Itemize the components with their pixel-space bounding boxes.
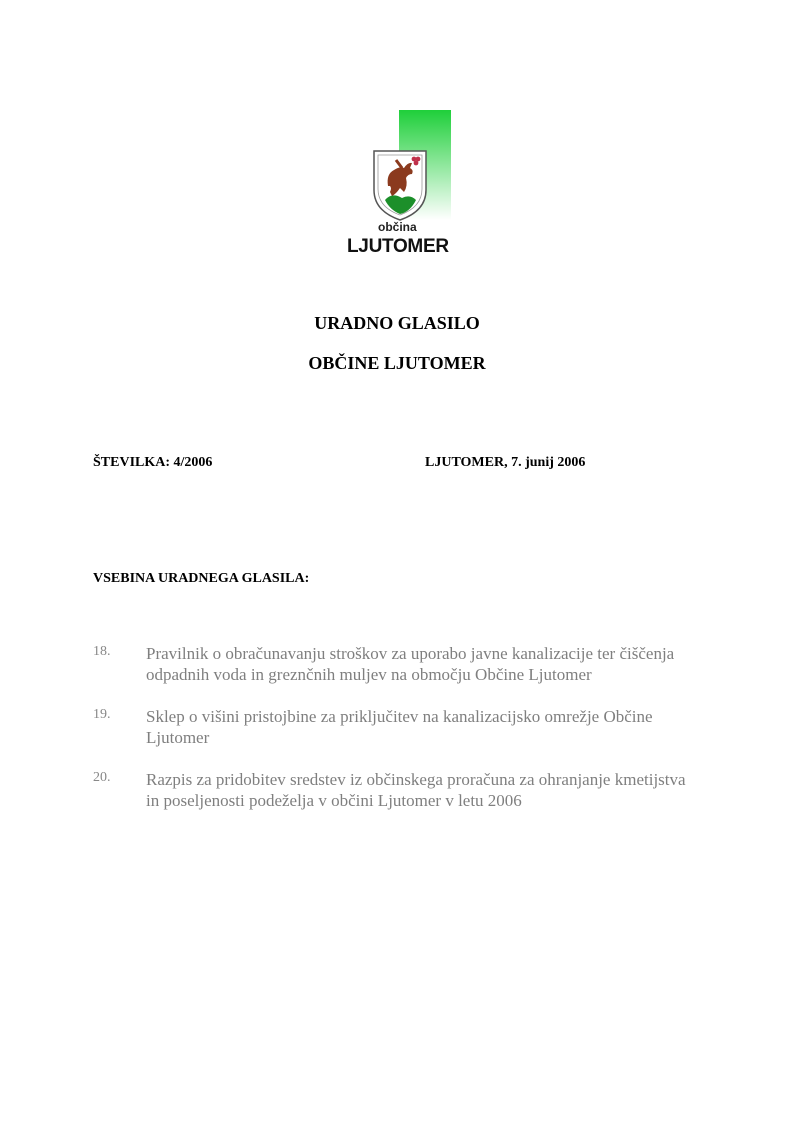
toc-item-title: Razpis za pridobitev sredstev iz občinskega proračuna za ohranjanje kmetijstva in poseljenosti podeželja v občini Ljutomer v letu 2006: [146, 770, 686, 810]
toc-item-number: 20.: [93, 770, 111, 785]
municipality-logo: [340, 108, 460, 263]
logo-title: LJUTOMER: [347, 236, 449, 257]
table-of-contents: [93, 643, 703, 832]
toc-item[interactable]: [93, 643, 703, 685]
gazette-title: URADNO GLASILO: [314, 313, 480, 333]
toc-item[interactable]: [93, 769, 703, 811]
toc-item-number: 18.: [93, 644, 111, 659]
contents-heading: VSEBINA URADNEGA GLASILA:: [93, 571, 310, 586]
toc-item-title: Sklep o višini pristojbine za priključitev na kanalizacijsko omrežje Občine Ljutomer: [146, 707, 653, 747]
gazette-subtitle: OBČINE LJUTOMER: [308, 353, 486, 373]
coat-of-arms-icon: [340, 108, 460, 223]
issue-number: ŠTEVILKA: 4/2006: [93, 455, 213, 470]
logo-small-text: občina: [378, 220, 417, 234]
toc-item-title: Pravilnik o obračunavanju stroškov za uporabo javne kanalizacije ter čiščenja odpadnih voda in greznčnih muljev na območju Občine Ljutomer: [146, 644, 675, 684]
toc-item[interactable]: [93, 706, 703, 748]
issue-place-date: LJUTOMER, 7. junij 2006: [425, 455, 586, 470]
toc-item-number: 19.: [93, 707, 111, 722]
